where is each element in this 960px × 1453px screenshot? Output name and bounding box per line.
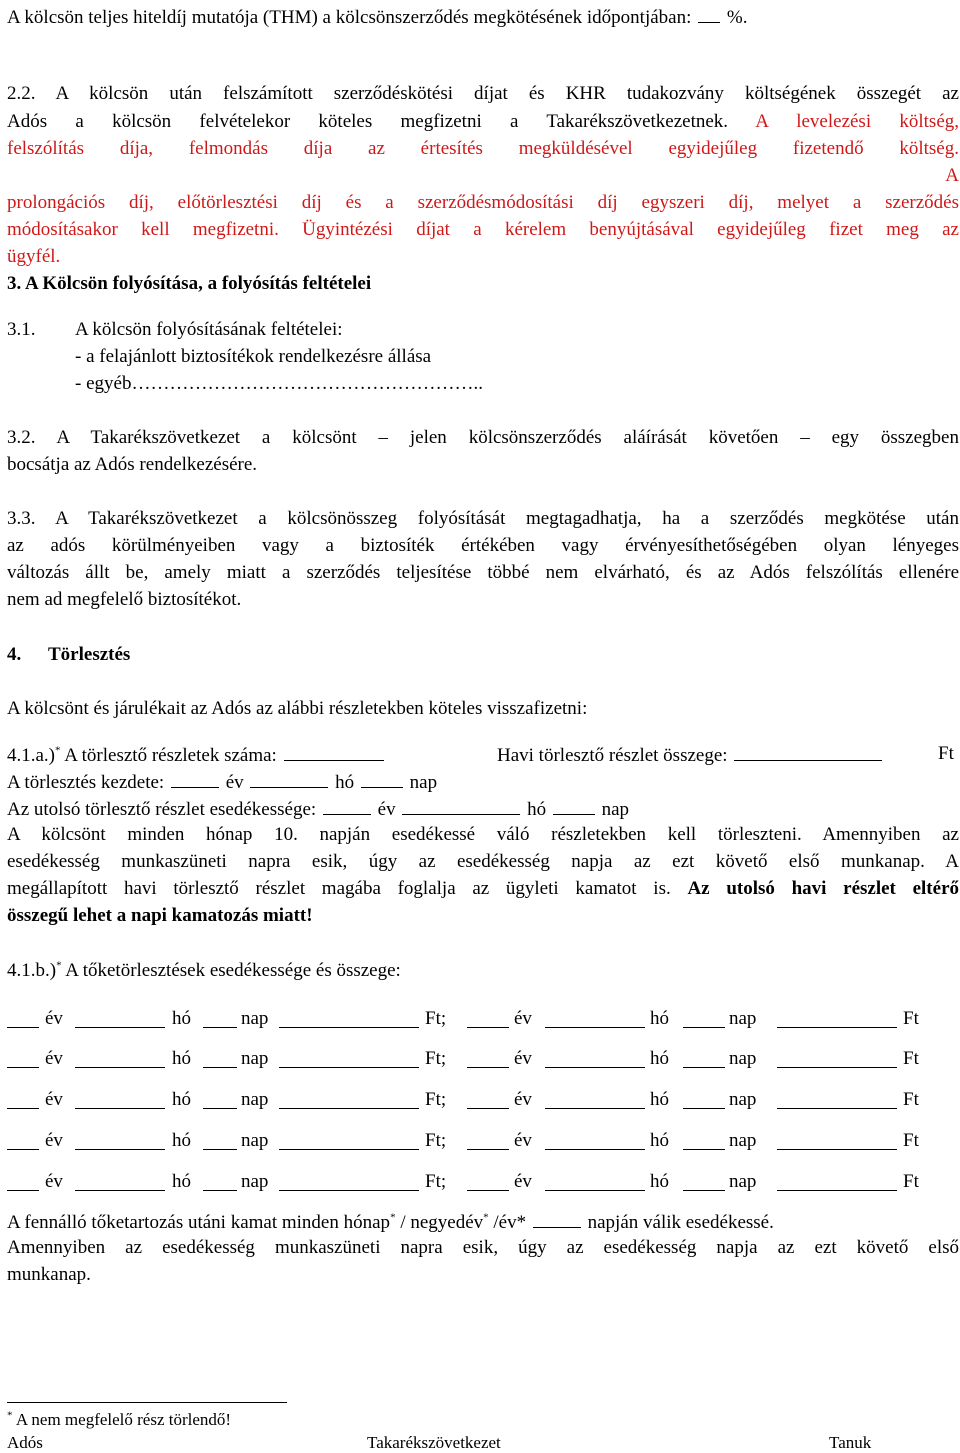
day-blank-2[interactable] xyxy=(683,1011,725,1028)
year-blank-1[interactable] xyxy=(7,1051,39,1068)
ft-label: Ft; xyxy=(425,1048,447,1069)
ft-label: Ft; xyxy=(425,1008,447,1029)
start-month-blank[interactable] xyxy=(250,769,328,788)
month-blank-2[interactable] xyxy=(545,1133,645,1150)
ev-label: év xyxy=(45,1171,63,1192)
repayment-row xyxy=(7,1007,959,1031)
nap-label: nap xyxy=(729,1130,757,1151)
start-line xyxy=(7,769,437,795)
amount-blank-1[interactable] xyxy=(279,1051,419,1068)
month-blank-1[interactable] xyxy=(75,1133,165,1150)
amount-blank-1[interactable] xyxy=(279,1092,419,1109)
ft-label: Ft; xyxy=(425,1171,447,1192)
ev-label: év xyxy=(514,1171,532,1192)
amount-blank-2[interactable] xyxy=(777,1051,897,1068)
nap-label: nap xyxy=(601,799,630,820)
amount-blank-2[interactable] xyxy=(777,1133,897,1150)
footnote-star: * xyxy=(390,1211,396,1224)
count-blank[interactable] xyxy=(284,742,384,761)
closing-line-3: munkanap. xyxy=(7,1264,91,1285)
s4-para-line-3 xyxy=(7,877,959,901)
s2-2-line-2-red: A levelezési költség, xyxy=(755,111,960,132)
signature-coop: Takarékszövetkezet xyxy=(367,1433,501,1452)
year-blank-2[interactable] xyxy=(467,1051,509,1068)
closing-blank[interactable] xyxy=(533,1209,581,1228)
nap-label: nap xyxy=(729,1089,757,1110)
last-month-blank[interactable] xyxy=(402,796,520,815)
amount-blank-2[interactable] xyxy=(777,1174,897,1191)
day-blank-2[interactable] xyxy=(683,1051,725,1068)
nap-label: nap xyxy=(241,1048,269,1069)
amount-label: Havi törlesztő részlet összege: xyxy=(497,745,728,766)
s3-2-line-1: 3.2. A Takarékszövetkezet a kölcsönt – jelen kölcsönszerződés aláírását követően – egy összegben xyxy=(7,427,959,448)
closing-text-d: napján válik esedékessé. xyxy=(587,1212,774,1233)
s3-3-line-4: nem ad megfelelő biztosítékot. xyxy=(7,589,242,610)
year-blank-2[interactable] xyxy=(467,1133,509,1150)
s4-para-line-3-text: megállapított havi törlesztő részlet magába foglalja az ügyleti kamatot is. xyxy=(7,878,671,899)
last-label: Az utolsó törlesztő részlet esedékessége: xyxy=(7,799,317,820)
amount-blank-2[interactable] xyxy=(777,1092,897,1109)
ft-label: Ft xyxy=(903,1089,919,1110)
s2-2-line-5: módosításakor kell megfizetni. Ügyintézési díjat a kérelem benyújtásával egyidejűleg fizet meg az xyxy=(7,219,959,240)
s2-2-line-3: felszólítás díja, felmondás díja az értesítés megküldésével egyidejűleg fizetendő költség. xyxy=(7,138,959,159)
last-year-blank[interactable] xyxy=(323,796,371,815)
month-blank-1[interactable] xyxy=(75,1092,165,1109)
s3-3-line-2: az adós körülményeiben vagy a biztosíték értékében vagy érvényesíthetőségében olyan lényeges xyxy=(7,535,959,556)
ho-label: hó xyxy=(650,1008,669,1029)
closing-text-a: A fennálló tőketartozás utáni kamat minden hónap xyxy=(7,1212,391,1233)
day-blank-1[interactable] xyxy=(203,1011,237,1028)
s3-3-line-1: 3.3. A Takarékszövetkezet a kölcsönösszeg folyósítását megtagadhatja, ha a szerződés megkötése után xyxy=(7,508,959,529)
signature-debtor: Adós xyxy=(7,1433,43,1452)
s2-2-line-2 xyxy=(7,110,959,134)
s2-2-line-2-text: Adós a kölcsön felvételekor köteles megfizetni a Takarékszövetkezetnek. xyxy=(7,111,729,132)
s2-2-line-1: 2.2. A kölcsön után felszámított szerződéskötési díjat és KHR tudakozvány költségének összegét az xyxy=(7,83,959,104)
closing-text-c: /év* xyxy=(493,1212,527,1233)
amount-blank-1[interactable] xyxy=(279,1174,419,1191)
s4-intro: A kölcsönt és járulékait az Adós az alábbi részletekben köteles visszafizetni: xyxy=(7,698,588,719)
repayment-row xyxy=(7,1129,959,1153)
amount-blank[interactable] xyxy=(734,742,882,761)
footnote-star: * xyxy=(483,1211,489,1224)
s4-1-b-line xyxy=(7,959,401,983)
day-blank-2[interactable] xyxy=(683,1174,725,1191)
closing-line-2: Amennyiben az esedékesség munkaszüneti napra esik, úgy az esedékesség napja az ezt követő első xyxy=(7,1237,959,1258)
year-blank-1[interactable] xyxy=(7,1092,39,1109)
ft-label: Ft xyxy=(903,1130,919,1151)
amount-blank-2[interactable] xyxy=(777,1011,897,1028)
footnote-rule xyxy=(7,1402,287,1403)
ev-label: év xyxy=(514,1130,532,1151)
amount-blank-1[interactable] xyxy=(279,1011,419,1028)
s3-1-title: A kölcsön folyósításának feltételei: xyxy=(75,319,343,340)
start-label: A törlesztés kezdete: xyxy=(7,772,165,793)
repayment-row xyxy=(7,1170,959,1194)
day-blank-1[interactable] xyxy=(203,1092,237,1109)
s3-3-line-3: változás állt be, amely miatt a szerződés teljesítése többé nem elvárható, és az Adós felszólítás ellenére xyxy=(7,562,959,583)
amount-blank-1[interactable] xyxy=(279,1133,419,1150)
ev-label: év xyxy=(514,1048,532,1069)
ev-label: év xyxy=(377,799,396,820)
signature-witness: Tanuk xyxy=(829,1433,872,1452)
ho-label: hó xyxy=(650,1171,669,1192)
s4-para-line-4: összegű lehet a napi kamatozás miatt! xyxy=(7,905,313,926)
footnote-star: * xyxy=(7,1409,13,1422)
s2-2-line-4: prolongációs díj, előtörlesztési díj és a szerződésmódosítási díj egyszeri díj, melyet a szerződés xyxy=(7,192,959,213)
closing-text-b: / negyedév xyxy=(400,1212,484,1233)
s3-2-line-2: bocsátja az Adós rendelkezésére. xyxy=(7,454,258,475)
s3-1-item-2: - egyéb……………………………………………….. xyxy=(75,373,483,394)
s2-2-line-6: ügyfél. xyxy=(7,246,61,267)
day-blank-1[interactable] xyxy=(203,1174,237,1191)
month-blank-1[interactable] xyxy=(75,1174,165,1191)
ft-label: Ft xyxy=(903,1048,919,1069)
s4-para-line-2: esedékesség munkaszüneti napra esik, úgy az esedékesség napja az ezt követő első munkanap. A xyxy=(7,851,959,872)
ft-label: Ft; xyxy=(425,1130,447,1151)
year-blank-2[interactable] xyxy=(467,1174,509,1191)
ho-label: hó xyxy=(172,1008,191,1029)
year-blank-1[interactable] xyxy=(7,1174,39,1191)
month-blank-2[interactable] xyxy=(545,1011,645,1028)
nap-label: nap xyxy=(409,772,438,793)
ft-label: Ft xyxy=(903,1008,919,1029)
ev-label: év xyxy=(225,772,244,793)
year-blank-1[interactable] xyxy=(7,1011,39,1028)
repayment-row xyxy=(7,1088,959,1112)
s3-1-num: 3.1. xyxy=(7,319,36,340)
month-blank-2[interactable] xyxy=(545,1051,645,1068)
month-blank-1[interactable] xyxy=(75,1011,165,1028)
footnote-star: * xyxy=(56,959,62,972)
ho-label: hó xyxy=(335,772,355,793)
nap-label: nap xyxy=(241,1130,269,1151)
ft-label: Ft xyxy=(903,1171,919,1192)
nap-label: nap xyxy=(241,1171,269,1192)
nap-label: nap xyxy=(729,1171,757,1192)
count-label: A törlesztő részletek száma: xyxy=(64,745,277,766)
s4-1-b-label: A tőketörlesztések esedékessége és összege: xyxy=(65,960,401,981)
month-blank-2[interactable] xyxy=(545,1174,645,1191)
ho-label: hó xyxy=(172,1089,191,1110)
amount-ft: Ft xyxy=(938,743,954,764)
repayment-row xyxy=(7,1047,959,1071)
day-blank-2[interactable] xyxy=(683,1092,725,1109)
start-day-blank[interactable] xyxy=(361,769,403,788)
ev-label: év xyxy=(514,1008,532,1029)
ho-label: hó xyxy=(650,1089,669,1110)
s3-1-item-1: - a felajánlott biztosítékok rendelkezésre állása xyxy=(75,346,432,367)
year-blank-2[interactable] xyxy=(467,1092,509,1109)
footnote xyxy=(7,1408,231,1432)
nap-label: nap xyxy=(241,1089,269,1110)
footnote-text: A nem megfelelő rész törlendő! xyxy=(15,1410,232,1429)
monthly-amount xyxy=(497,742,884,768)
year-blank-1[interactable] xyxy=(7,1133,39,1150)
footnote-star: * xyxy=(55,744,61,757)
month-blank-1[interactable] xyxy=(75,1051,165,1068)
nap-label: nap xyxy=(241,1008,269,1029)
section-3-heading: 3. A Kölcsön folyósítása, a folyósítás feltételei xyxy=(7,273,372,294)
section-4-num: 4. xyxy=(7,644,22,665)
section-4-heading: Törlesztés xyxy=(48,644,131,665)
month-blank-2[interactable] xyxy=(545,1092,645,1109)
thm-line xyxy=(7,4,747,30)
start-year-blank[interactable] xyxy=(171,769,219,788)
last-installment-line xyxy=(7,796,629,822)
last-day-blank[interactable] xyxy=(553,796,595,815)
year-blank-2[interactable] xyxy=(467,1011,509,1028)
s4-1-a-line xyxy=(7,742,386,768)
ho-label: hó xyxy=(172,1130,191,1151)
s4-1-a-num: 4.1.a.) xyxy=(7,745,56,766)
thm-text: A kölcsön teljes hiteldíj mutatója (THM) a kölcsönszerződés megkötésének időpontjában: xyxy=(7,7,692,28)
s4-1-b-num: 4.1.b.) xyxy=(7,960,57,981)
day-blank-1[interactable] xyxy=(203,1133,237,1150)
nap-label: nap xyxy=(729,1008,757,1029)
s4-para-line-1: A kölcsönt minden hónap 10. napján esedékessé váló részletekben kell törleszteni. Amennyiben az xyxy=(7,824,959,845)
ev-label: év xyxy=(45,1008,63,1029)
day-blank-1[interactable] xyxy=(203,1051,237,1068)
thm-blank xyxy=(698,4,720,23)
closing-line-1 xyxy=(7,1209,774,1235)
ft-label: Ft; xyxy=(425,1089,447,1110)
ho-label: hó xyxy=(172,1048,191,1069)
ho-label: hó xyxy=(650,1048,669,1069)
ho-label: hó xyxy=(527,799,547,820)
ho-label: hó xyxy=(650,1130,669,1151)
nap-label: nap xyxy=(729,1048,757,1069)
ho-label: hó xyxy=(172,1171,191,1192)
ev-label: év xyxy=(45,1048,63,1069)
s4-para-line-3-bold: Az utolsó havi részlet eltérő xyxy=(687,878,959,899)
ev-label: év xyxy=(45,1089,63,1110)
day-blank-2[interactable] xyxy=(683,1133,725,1150)
ev-label: év xyxy=(514,1089,532,1110)
s2-2-line-3-tail: A xyxy=(945,165,959,186)
ev-label: év xyxy=(45,1130,63,1151)
thm-suffix: %. xyxy=(726,7,748,28)
